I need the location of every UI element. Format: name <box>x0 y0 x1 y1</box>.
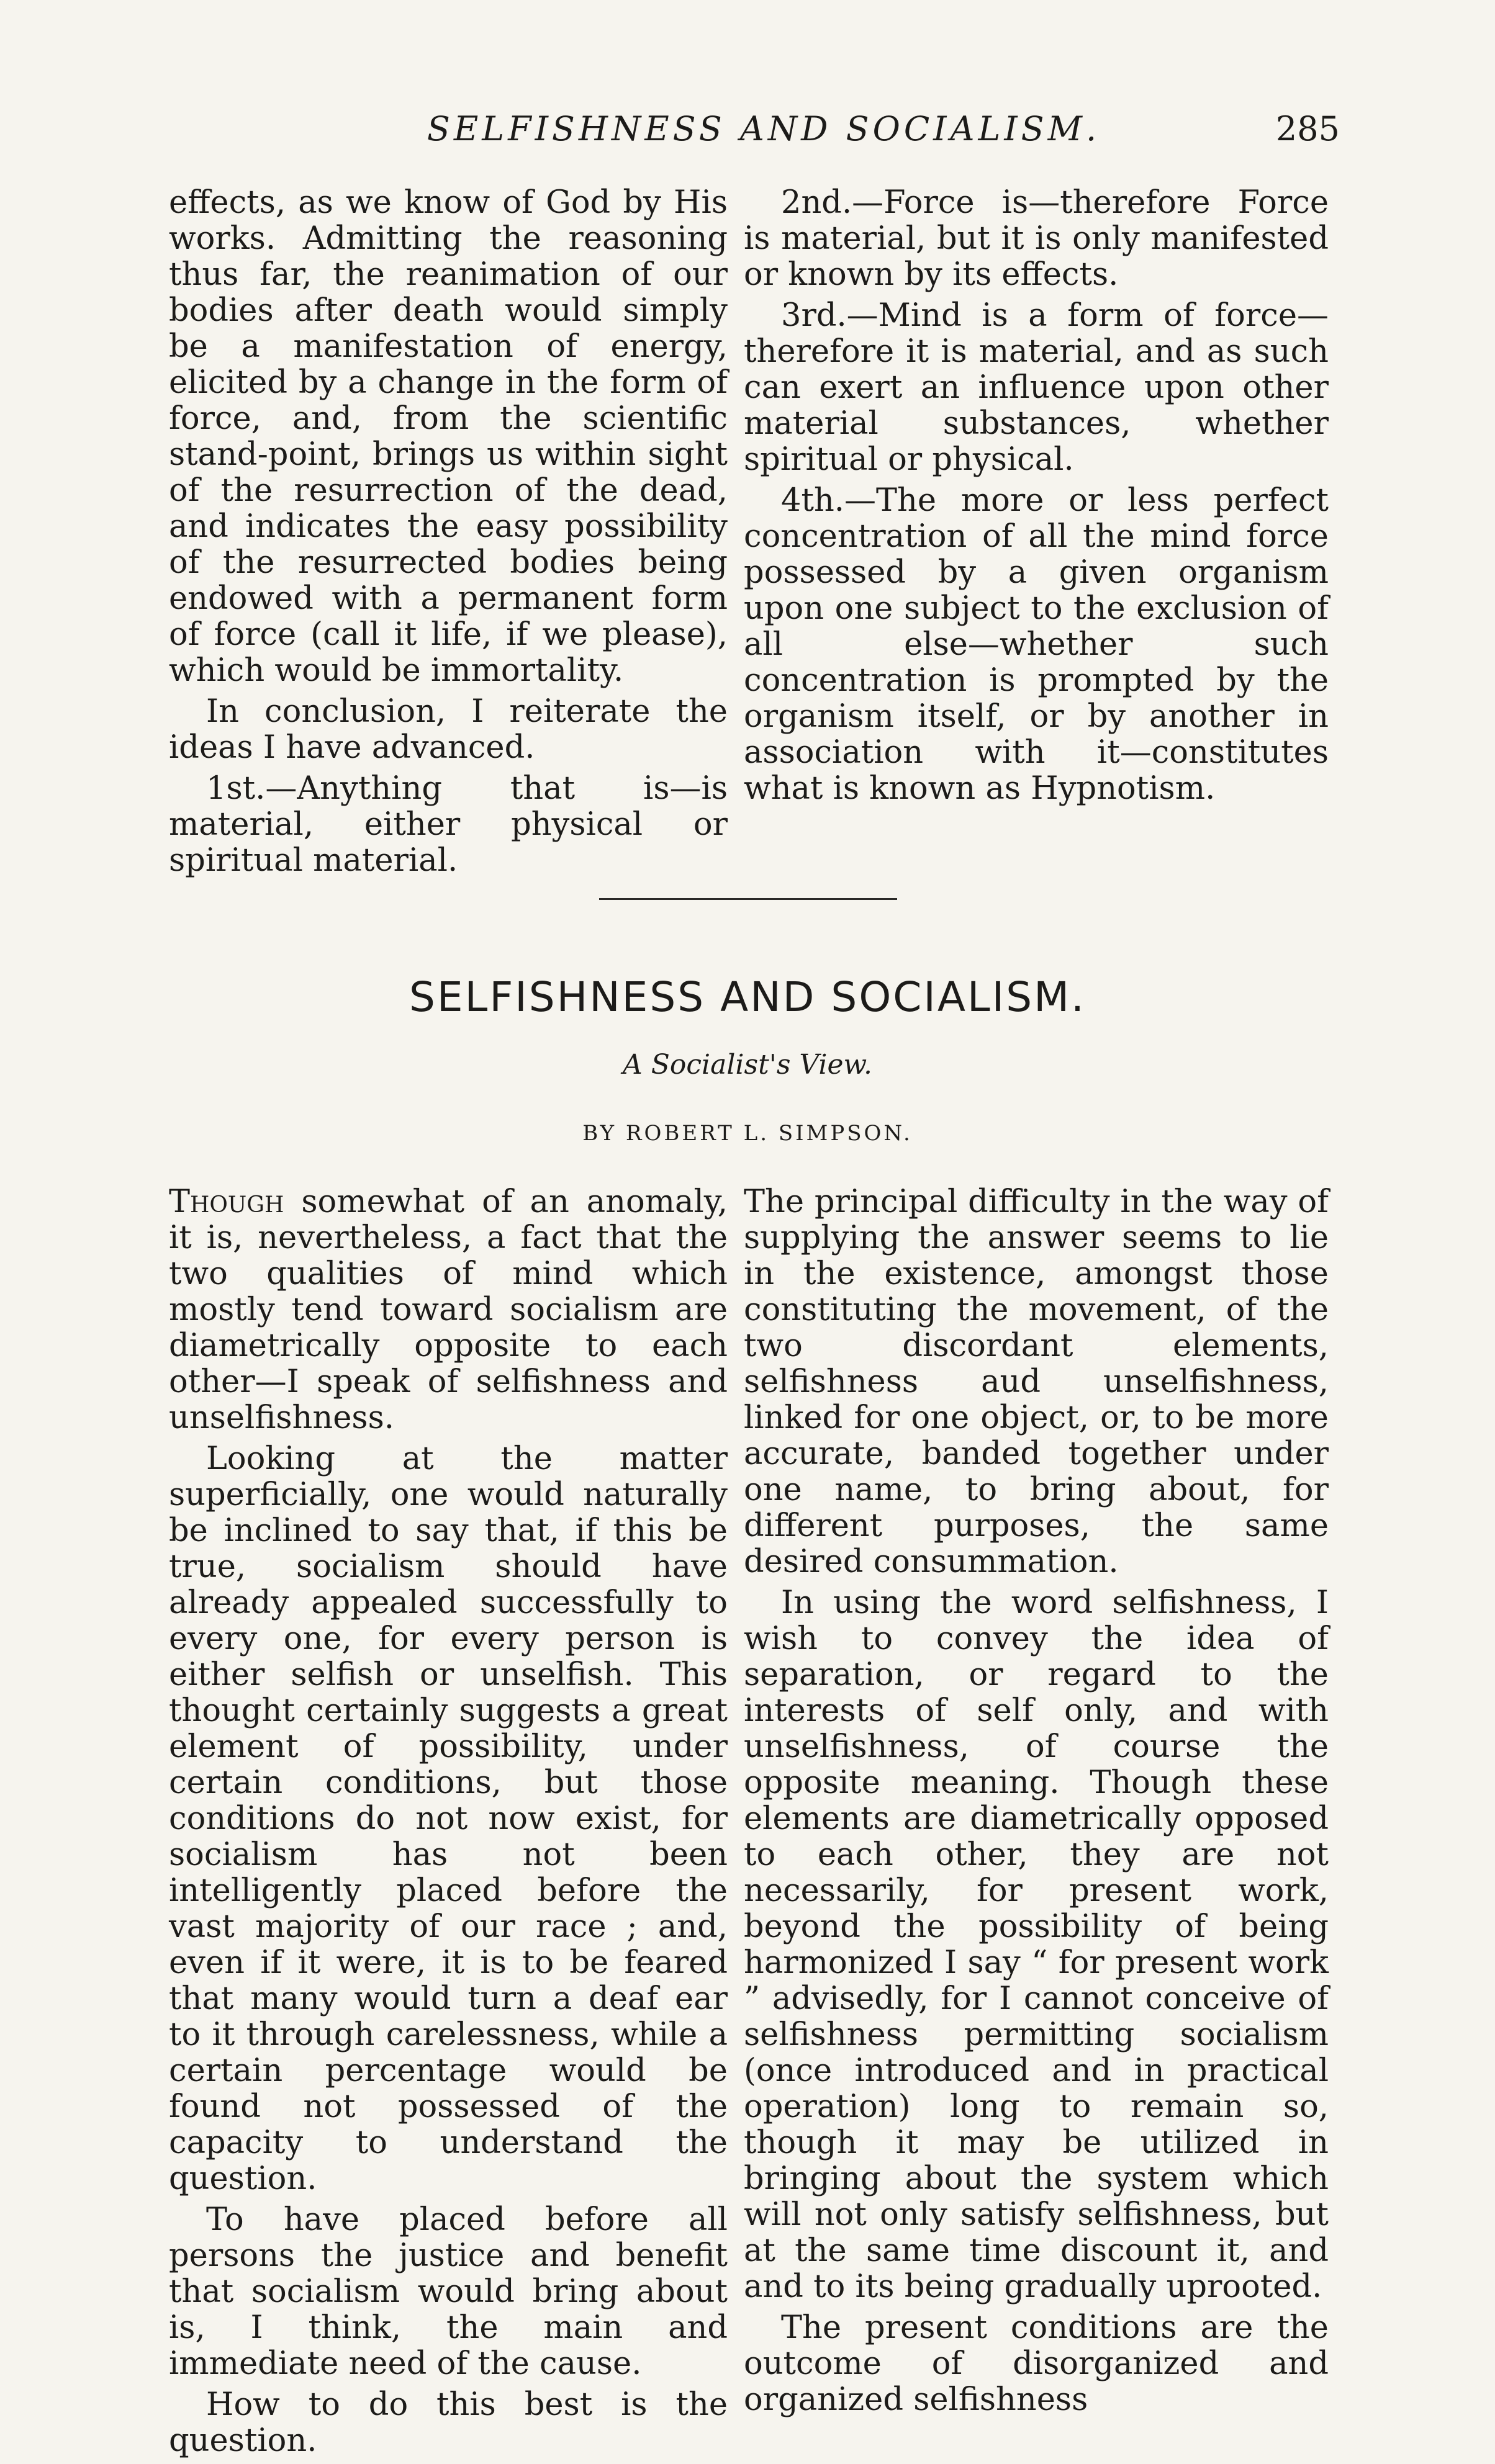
paragraph: 4th.—The more or less perfect concentration of all the mind force possessed by a given organism upon one subject to the exclusion of all else—whether such concentration is prompted by the organism itself, or by another in association with it—constitutes what is known as Hypnotism. <box>744 482 1329 807</box>
paragraph <box>169 1184 728 1436</box>
drop-word: Though <box>169 1184 284 1220</box>
paragraph-text: somewhat of an anomaly, it is, nevertheless, a fact that the two qualities of mind which mostly tend toward socialism are diametrically opposite to each other—I speak of selfishness and unselfishness. <box>169 1184 728 1436</box>
article-title: SELFISHNESS AND SOCIALISM. <box>409 973 1086 1021</box>
paragraph: In conclusion, I reiterate the ideas I have advanced. <box>169 693 728 766</box>
article-right-column <box>744 1184 1329 2423</box>
paragraph: 2nd.—Force is—therefore Force is material, but it is only manifested or known by its effects. <box>744 184 1329 293</box>
paragraph: 3rd.—Mind is a form of force—therefore it is material, and as such can exert an influence upon other material substances, whether spiritual or physical. <box>744 297 1329 478</box>
paragraph: To have placed before all persons the justice and benefit that socialism would bring about is, I think, the main and immediate need of the cause. <box>169 2201 728 2382</box>
prev-article-right-column <box>744 185 1329 812</box>
paragraph: 1st.—Anything that is—is material, either physical or spiritual material. <box>169 770 728 879</box>
paragraph: effects, as we know of God by His works. Admitting the reasoning thus far, the reanimation of our bodies after death would simply be a manifestation of energy, elicited by a change in the form of force, and, from the scientific stand-point, brings us within sight of the resurrection of the dead, and indicates the easy possibility of the resurrected bodies being endowed with a permanent form of force (call it life, if we please), which would be immortality. <box>169 184 728 689</box>
paragraph: Looking at the matter superficially, one would naturally be inclined to say that, if this be true, socialism should have already appealed successfully to every one, for every person is either selfish or unselfish. This thought certainly suggests a great element of possibility, under certain conditions, but those conditions do not now exist, for socialism has not been intelligently placed before the vast majority of our race ; and, even if it were, it is to be feared that many would turn a deaf ear to it through carelessness, while a certain percentage would be found not possessed of the capacity to understand the question. <box>169 1441 728 2197</box>
paragraph: The present conditions are the outcome of disorganized and organized selfishness <box>744 2309 1329 2418</box>
section-divider <box>599 898 897 900</box>
byline: BY ROBERT L. SIMPSON. <box>582 1121 913 1146</box>
paragraph: The principal difficulty in the way of supplying the answer seems to lie in the existence, amongst those constituting the movement, of the two discordant elements, selfishness aud unselfishness, linked for one object, or, to be more accurate, banded together under one name, to bring about, for different purposes, the same desired consummation. <box>744 1184 1329 1580</box>
paragraph: In using the word selfishness, I wish to convey the idea of separation, or regard to the interests of self only, and with unselfishness, of course the opposite meaning. Though these elements are diametrically opposed to each other, they are not necessarily, for present work, beyond the possibility of being harmonized I say “ for present work ” advisedly, for I cannot conceive of selfishness permitting socialism (once introduced and in practical operation) long to remain so, though it may be utilized in bringing about the system which will not only satisfy selfishness, but at the same time discount it, and and to its being gradually uprooted. <box>744 1585 1329 2305</box>
article-left-column <box>169 1184 728 2464</box>
paragraph: How to do this best is the question. <box>169 2386 728 2459</box>
prev-article-left-column <box>169 185 728 884</box>
running-head: SELFISHNESS AND SOCIALISM. <box>427 109 1101 148</box>
page-number: 285 <box>1275 109 1340 148</box>
article-subtitle: A Socialist's View. <box>623 1049 872 1081</box>
